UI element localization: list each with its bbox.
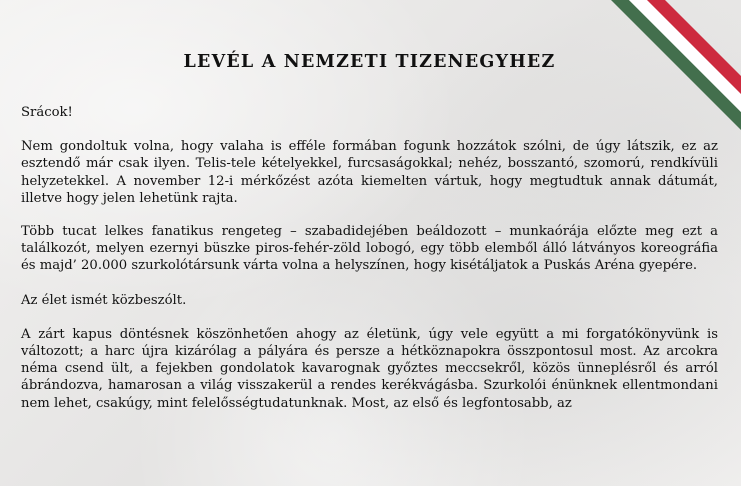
letter-salutation: Srácok! (21, 105, 73, 120)
letter-title: LEVÉL A NEMZETI TIZENEGYHEZ (183, 52, 556, 72)
letter-paragraph-2: Több tucat lelkes fanatikus rengeteg – szabadidejében beáldozott – munkaórája előzte meg ezt a találkozót, melyen ezernyi büszke piros-fehér-zöld lobogó, egy több elemből álló látványos koreográfia és majd’ 20.000 szurkolótársunk várta volna a helyszínen, hogy kisétáljatok a Puskás Aréna gyepére. (21, 224, 718, 274)
letter-paragraph-1: Nem gondoltuk volna, hogy valaha is efféle formában fogunk hozzátok szólni, de úgy látszik, ez az esztendő már csak ilyen. Telis-tele kételyekkel, furcsaságokkal; nehéz, bosszantó, szomorú, rendkívüli helyzetekkel. A november 12-i mérkőzést azóta kiemelten vártuk, hogy megtudtuk annak dátumát, illetve hogy jelen lehetünk rajta. (21, 139, 718, 206)
letter-paragraph-3: Az élet ismét közbeszólt. (21, 292, 187, 308)
letter-document (21, 0, 718, 412)
letter-paragraph-4: A zárt kapus döntésnek köszönhetően ahogy az életünk, úgy vele együtt a mi forgatókönyvünk is változott; a harc újra kizárólag a pályára és persze a hétköznapokra összpontosul most. Az arcokra néma csend ült, a fejekben gondolatok kavarognak győztes meccsekről, közös ünneplésről és arról ábrándozva, hamarosan a világ visszakerül a rendes kerékvágásba. Szurkolói énünknek ellentmondani nem lehet, csakúgy, mint felelősségtudatunknak. Most, az első és legfontosabb, az (21, 326, 718, 411)
